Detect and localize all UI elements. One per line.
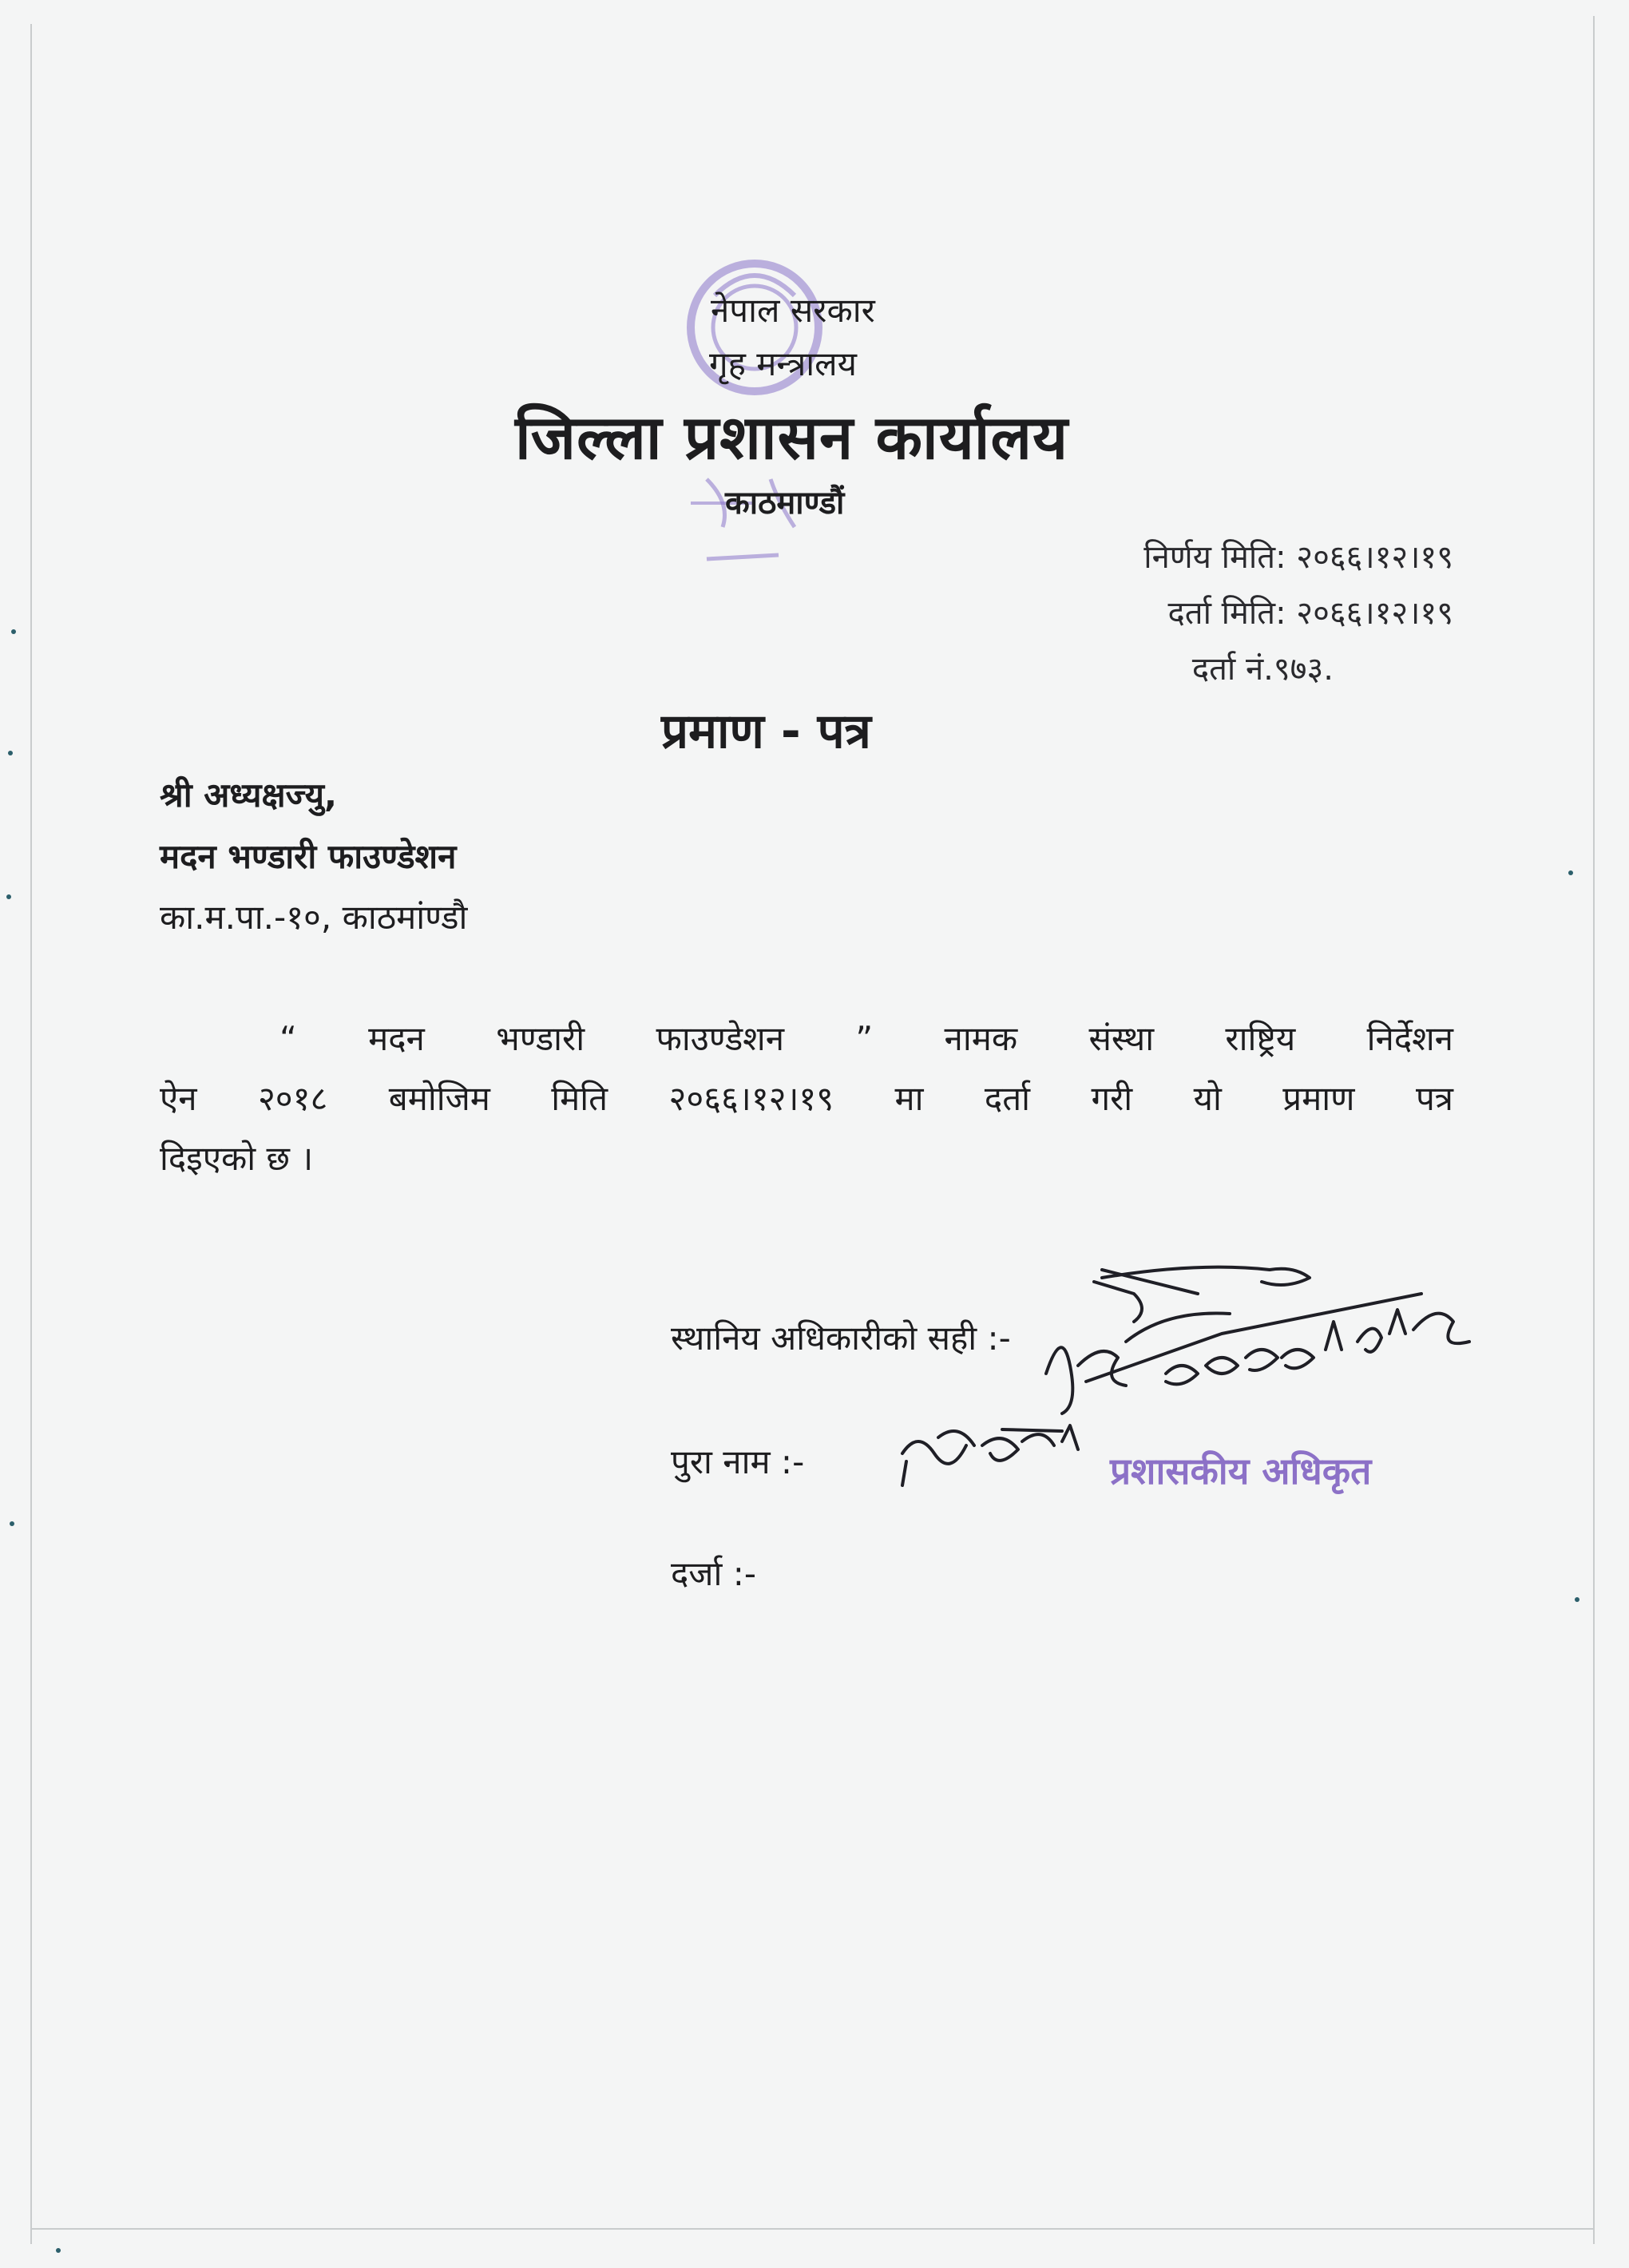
designation-stamp: प्रशासकीय अधिकृत [1110, 1449, 1372, 1493]
signature-label: स्थानिय अधिकारीको सही :- [671, 1318, 1011, 1358]
government-name: नेपाल सरकार [711, 291, 875, 330]
ministry-name: गृह मन्त्रालय [709, 344, 857, 383]
decision-date: निर्णय मिति: २०६६।१२।१९ [1143, 539, 1453, 576]
certificate-title: प्रमाण - पत्र [661, 704, 871, 759]
page-border-bottom [32, 2228, 1593, 2230]
registration-number: दर्ता नं.९७३. [1191, 651, 1334, 688]
page-border-left [30, 24, 32, 2244]
paper-speck [11, 629, 16, 634]
full-name-label: पुरा नाम :- [671, 1442, 805, 1481]
rank-label: दर्जा :- [671, 1554, 757, 1593]
district-name: काठमाण्डौं [725, 485, 845, 521]
body-text-line: दिइएको छ । [160, 1139, 314, 1178]
paper-speck [1575, 1597, 1579, 1602]
paper-speck [8, 751, 13, 755]
paper-speck [10, 1521, 14, 1526]
paper-speck [56, 2248, 61, 2253]
office-name: जिल्ला प्रशासन कार्यालय [515, 402, 1069, 473]
recipient-organization: मदन भण्डारी फाउण्डेशन [160, 837, 457, 876]
body-text-line: ऐन २०१८ बमोजिम मिति २०६६।१२।१९ मा दर्ता गरी यो प्रमाण पत्र [160, 1079, 1453, 1118]
registration-date: दर्ता मिति: २०६६।१२।१९ [1167, 595, 1453, 632]
paper-speck [1568, 870, 1573, 875]
body-text-line: “ मदन भण्डारी फाउण्डेशन ” नामक संस्था राष्ट्रिय निर्देशन [279, 1019, 1453, 1058]
recipient-salutation: श्री अध्यक्षज्यु, [160, 775, 337, 815]
handwritten-signature [862, 1246, 1549, 1509]
recipient-address: का.म.पा.-१०, काठमांण्डौ [160, 898, 468, 937]
page-border-right [1593, 16, 1595, 2244]
paper-speck [6, 894, 11, 899]
